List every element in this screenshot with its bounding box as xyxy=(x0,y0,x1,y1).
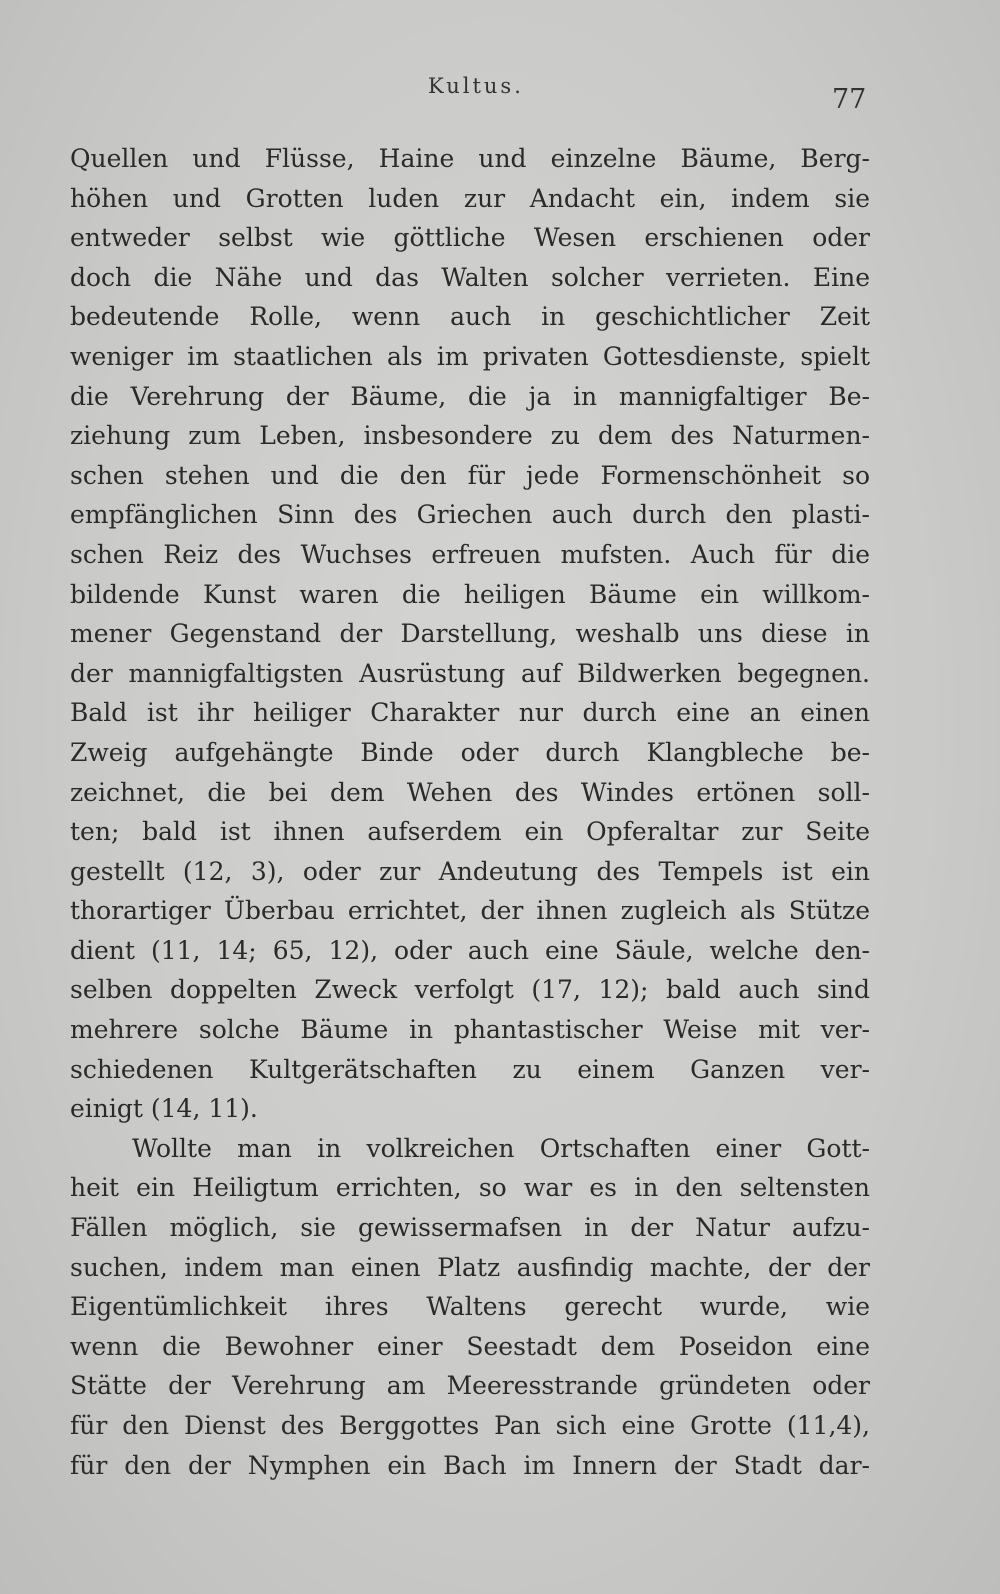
text-line-paragraph-end: einigt (14, 11). xyxy=(70,1094,258,1124)
text-line: entweder selbst wie göttliche Wesen erschienen oder xyxy=(70,223,870,253)
text-line: Fällen möglich, sie gewissermafsen in der Natur aufzu- xyxy=(70,1213,870,1243)
text-line: für den Dienst des Berggottes Pan sich eine Grotte (11,4), xyxy=(70,1411,870,1440)
text-line: ten; bald ist ihnen aufserdem ein Opferaltar zur Seite xyxy=(70,817,870,847)
text-line: die Verehrung der Bäume, die ja in mannigfaltiger Be- xyxy=(70,381,870,411)
text-line: wenn die Bewohner einer Seestadt dem Poseidon eine xyxy=(70,1331,870,1361)
text-line: schen stehen und die den für jede Formenschönheit so xyxy=(70,460,870,490)
text-line-paragraph-start: Wollte man in volkreichen Ortschaften einer Gott- xyxy=(132,1133,870,1163)
text-line: schen Reiz des Wuchses erfreuen mufsten. Auch für die xyxy=(70,539,870,569)
text-line: bedeutende Rolle, wenn auch in geschichtlicher Zeit xyxy=(70,302,870,332)
text-line: höhen und Grotten luden zur Andacht ein, indem sie xyxy=(70,183,870,213)
text-line: empfänglichen Sinn des Griechen auch durch den plasti- xyxy=(70,500,870,530)
text-line: thorartiger Überbau errichtet, der ihnen zugleich als Stütze xyxy=(70,896,870,926)
text-line: dient (11, 14; 65, 12), oder auch eine Säule, welche den- xyxy=(70,935,870,965)
running-title: Kultus. xyxy=(428,74,524,98)
text-line: selben doppelten Zweck verfolgt (17, 12); bald auch sind xyxy=(70,975,870,1005)
text-line: weniger im staatlichen als im privaten Gottesdienste, spielt xyxy=(70,341,870,371)
text-line: Zweig aufgehängte Binde oder durch Klangbleche be- xyxy=(70,737,870,767)
text-line: Eigentümlichkeit ihres Waltens gerecht wurde, wie xyxy=(70,1292,870,1322)
text-line: ziehung zum Leben, insbesondere zu dem des Naturmen- xyxy=(70,421,870,451)
page-number: 77 xyxy=(832,84,867,115)
text-line: gestellt (12, 3), oder zur Andeutung des Tempels ist ein xyxy=(70,856,870,886)
text-line: bildende Kunst waren die heiligen Bäume ein willkom- xyxy=(70,579,870,609)
text-line: für den der Nymphen ein Bach im Innern der Stadt dar- xyxy=(70,1450,870,1480)
text-line: der mannigfaltigsten Ausrüstung auf Bildwerken begegnen. xyxy=(70,658,870,688)
text-line: Stätte der Verehrung am Meeresstrande gründeten oder xyxy=(70,1371,870,1401)
text-line: suchen, indem man einen Platz ausfindig machte, der der xyxy=(70,1252,870,1282)
text-line: heit ein Heiligtum errichten, so war es in den seltensten xyxy=(70,1173,870,1203)
text-line: Quellen und Flüsse, Haine und einzelne Bäume, Berg- xyxy=(70,144,870,173)
body-text xyxy=(70,139,870,1485)
text-line: mehrere solche Bäume in phantastischer Weise mit ver- xyxy=(70,1015,870,1045)
text-line: zeichnet, die bei dem Wehen des Windes ertönen soll- xyxy=(70,777,870,807)
text-line: schiedenen Kultgerätschaften zu einem Ganzen ver- xyxy=(70,1054,870,1084)
text-line: doch die Nähe und das Walten solcher verrieten. Eine xyxy=(70,262,870,292)
text-line: Bald ist ihr heiliger Charakter nur durch eine an einen xyxy=(70,698,870,728)
text-line: mener Gegenstand der Darstellung, weshalb uns diese in xyxy=(70,619,870,649)
running-head xyxy=(0,74,1000,115)
